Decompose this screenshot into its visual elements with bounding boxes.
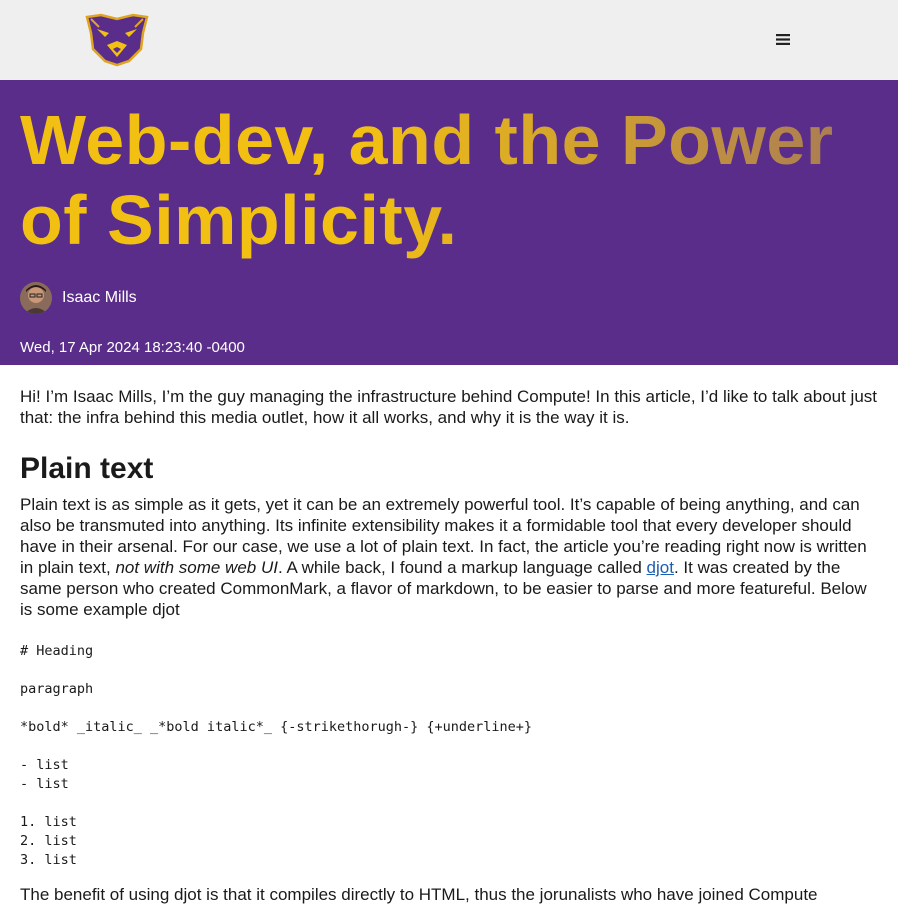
author-avatar[interactable] bbox=[20, 282, 52, 314]
emphasis-text: not with some web UI bbox=[115, 558, 278, 577]
paragraph-text: . It was created by the same person who created CommonMark, a flavor of markdown, to be easier to parse and more featureful. Below is some example djot bbox=[20, 558, 867, 619]
author-name[interactable]: Isaac Mills bbox=[62, 289, 137, 306]
author-byline bbox=[20, 282, 878, 314]
code-block: # Heading paragraph *bold* _italic_ _*bold italic*_ {-strikethorugh-} {+underline+} - list - list 1. list 2. list 3. list bbox=[20, 643, 533, 868]
publish-date: Wed, 17 Apr 2024 18:23:40 -0400 bbox=[20, 339, 245, 356]
hamburger-menu-icon[interactable] bbox=[770, 26, 796, 52]
tiger-logo[interactable] bbox=[85, 13, 149, 67]
paragraph-text: . A while back, I found a markup language called bbox=[277, 558, 647, 577]
article-body bbox=[0, 365, 898, 905]
plain-text-paragraph bbox=[20, 494, 878, 620]
section-heading: Plain text bbox=[20, 452, 154, 485]
benefit-paragraph: The benefit of using djot is that it compiles directly to HTML, thus the jorunalists who have joined Compute bbox=[20, 885, 818, 904]
djot-link[interactable]: djot bbox=[646, 558, 674, 577]
paragraph-text: Plain text is as simple as it gets, yet it can be an extremely powerful tool. It’s capable of being anything, and can also be transmuted into anything. Its infinite extensibility makes it a formidable tool that every developer should have in their arsenal. For our case, we use a lot of plain text. In fact, the article you’re reading right now is written in plain text, bbox=[20, 495, 867, 577]
article-hero bbox=[0, 80, 898, 365]
article-title: Web-dev, and the Power of Simplicity. bbox=[20, 80, 878, 260]
site-header bbox=[0, 0, 898, 80]
intro-paragraph: Hi! I’m Isaac Mills, I’m the guy managing the infrastructure behind Compute! In this article, I’d like to talk about just that: the infra behind this media outlet, how it all works, and why it is the way it is. bbox=[20, 387, 877, 427]
